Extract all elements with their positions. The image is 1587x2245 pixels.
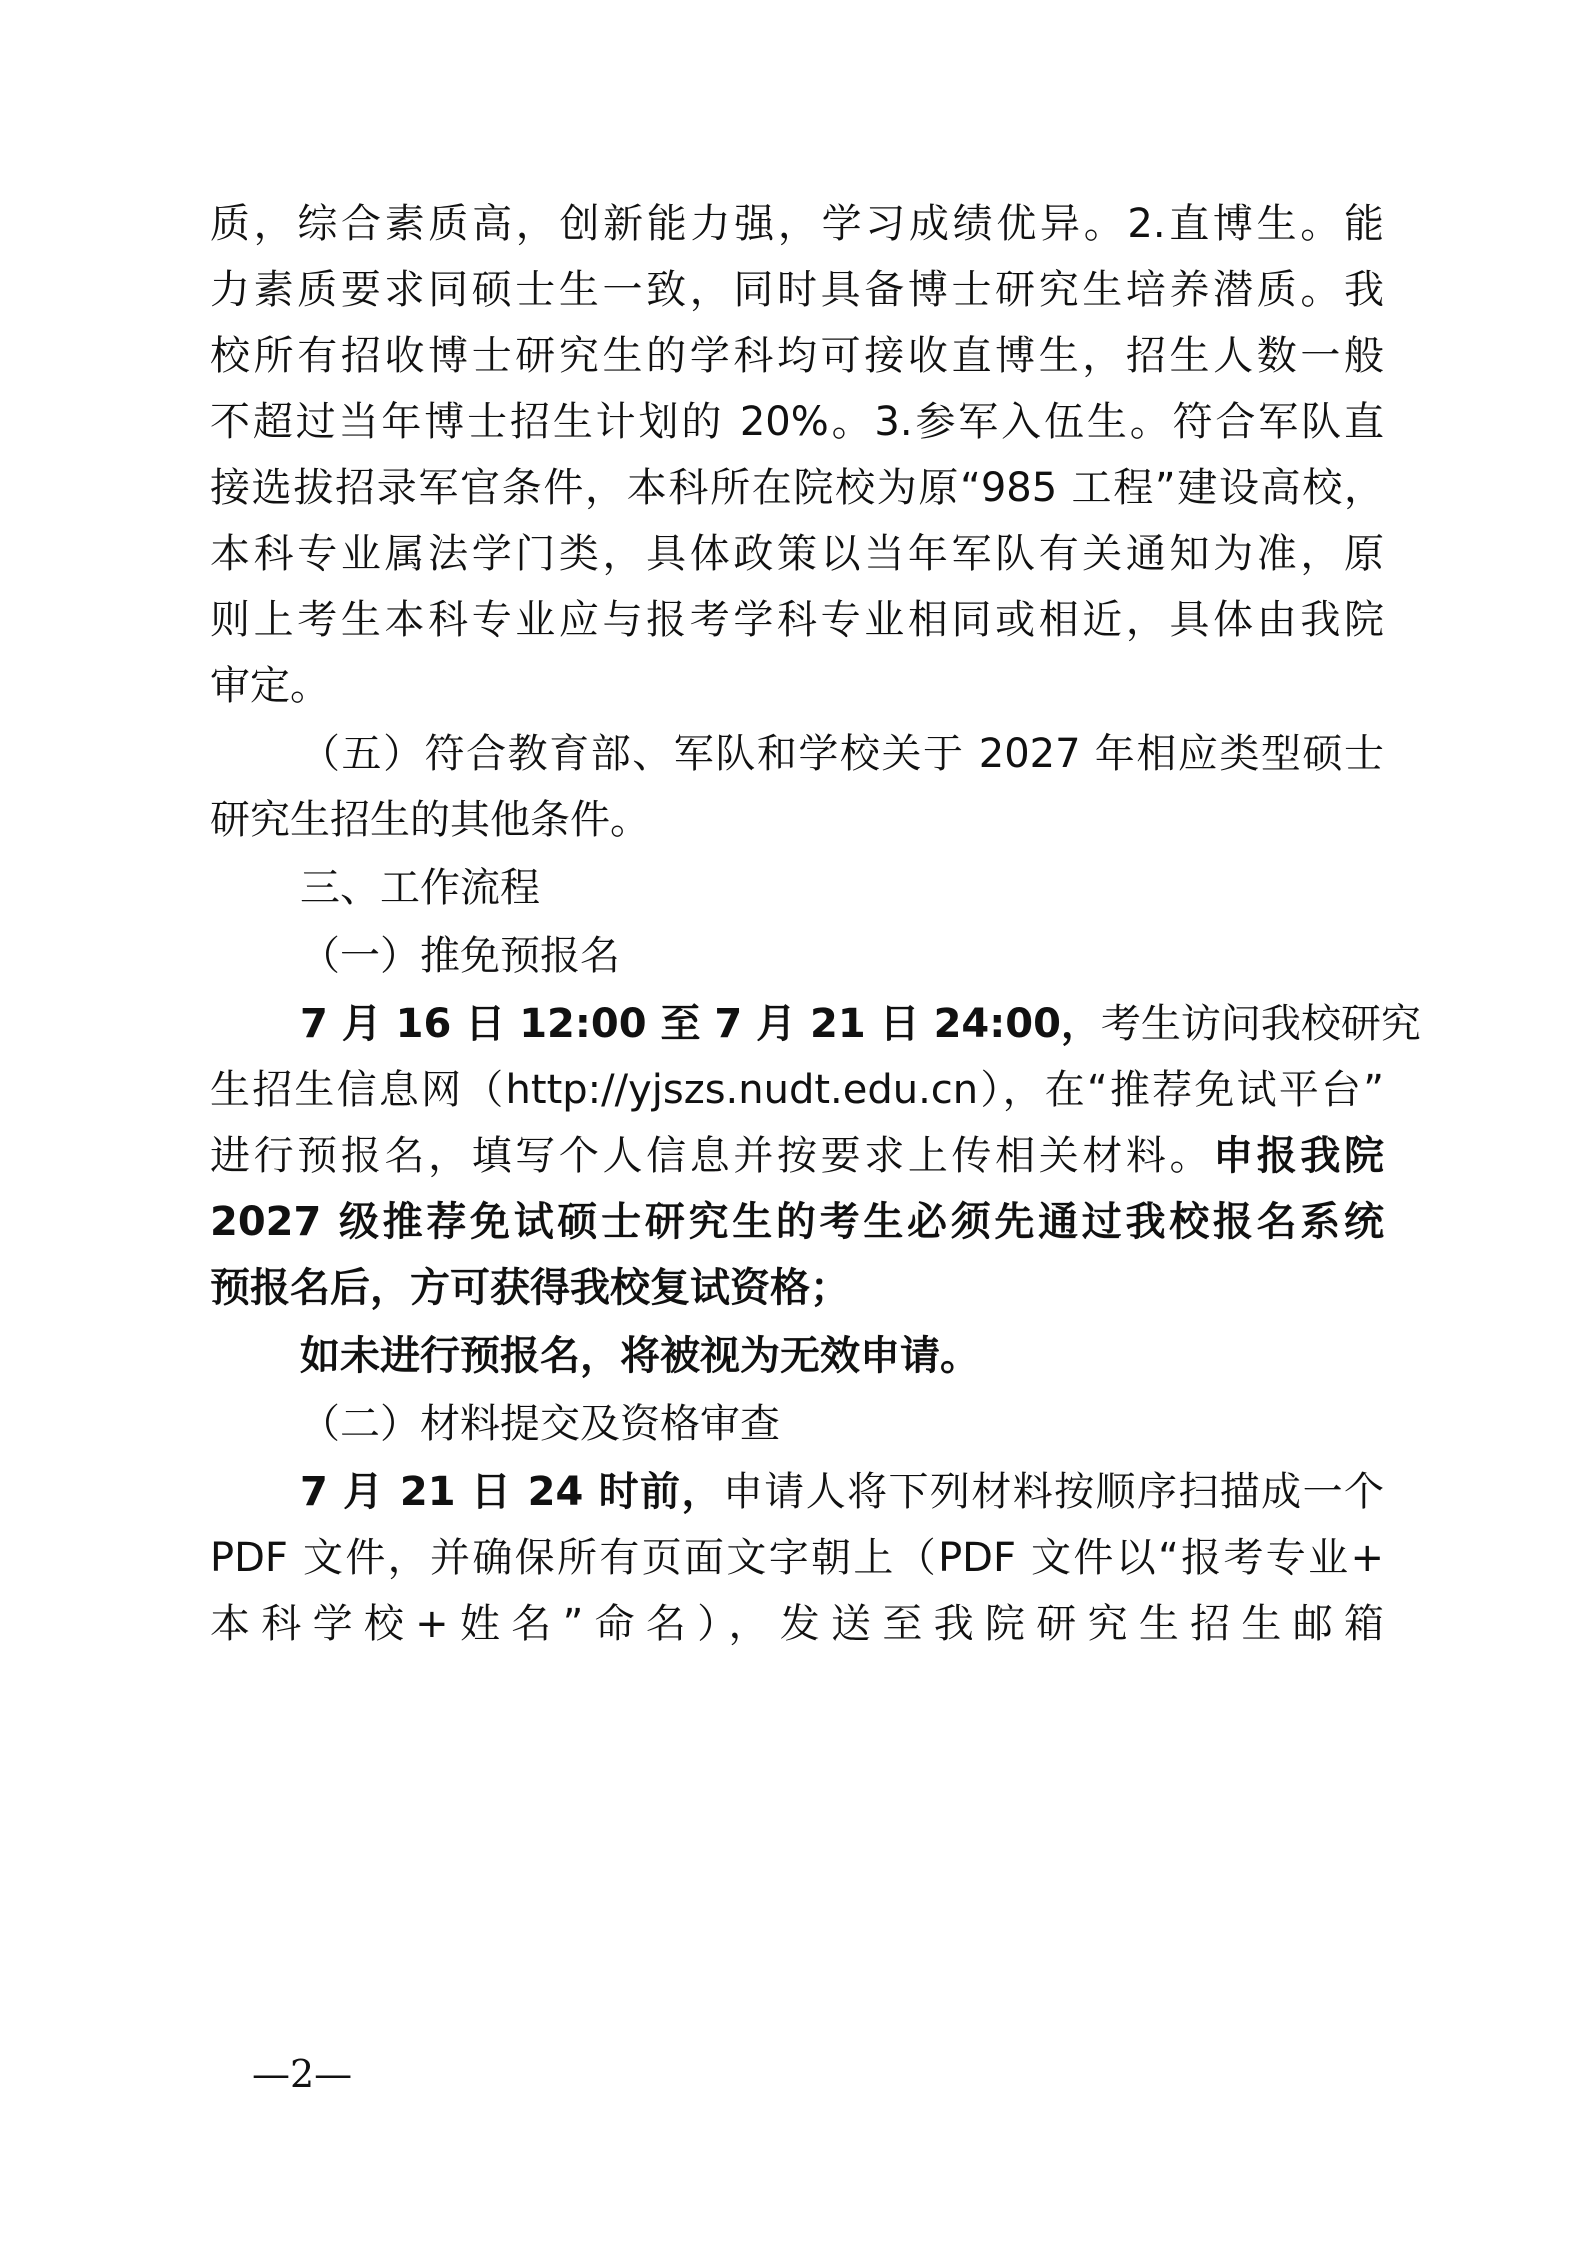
paragraph-line-4: 不超过当年博士招生计划的 20%。3.参军入伍生。符合军队直: [210, 399, 1384, 445]
paragraph-line-5: 接选拔招录军官条件，本科所在院校为原“985 工程”建设高校，: [210, 465, 1384, 511]
preregistration-requirement-line-1: 2027 级推荐免试硕士研究生的考生必须先通过我校报名系统: [210, 1199, 1384, 1245]
preregistration-line-3-bold: 申报我院: [1213, 1133, 1385, 1179]
preregistration-date: 7 月 16 日 12:00 至 7 月 21 日 24:00，: [300, 1001, 1101, 1047]
page-number: —2—: [252, 2052, 353, 2096]
paragraph-line-3: 校所有招收博士研究生的学科均可接收直博生，招生人数一般: [210, 333, 1384, 379]
condition-five-line-2: 研究生招生的其他条件。: [210, 797, 650, 843]
paragraph-line-1: 质，综合素质高，创新能力强，学习成绩优异。2.直博生。能: [210, 201, 1384, 247]
preregistration-warning: 如未进行预报名，将被视为无效申请。: [300, 1333, 980, 1379]
review-deadline: 7 月 21 日 24 时前，: [300, 1469, 723, 1515]
preregistration-requirement-line-2: 预报名后，方可获得我校复试资格；: [210, 1265, 850, 1311]
preregistration-line-3-text: 进行预报名，填写个人信息并按要求上传相关材料。: [210, 1133, 1214, 1179]
subsection-heading-preregistration: （一）推免预报名: [300, 933, 620, 979]
review-line-3: 本科学校+姓名”命名），发送至我院研究生招生邮箱: [210, 1601, 1384, 1647]
review-line-1: [300, 1466, 1384, 1518]
condition-five-line-1: （五）符合教育部、军队和学校关于 2027 年相应类型硕士: [300, 731, 1384, 777]
section-heading-workflow: 三、工作流程: [300, 865, 540, 911]
preregistration-line-3: [210, 1130, 1384, 1182]
paragraph-line-2: 力素质要求同硕士生一致，同时具备博士研究生培养潜质。我: [210, 267, 1384, 313]
preregistration-line-1: [300, 998, 1421, 1050]
paragraph-line-6: 本科专业属法学门类，具体政策以当年军队有关通知为准，原: [210, 531, 1384, 577]
subsection-heading-review: （二）材料提交及资格审查: [300, 1401, 780, 1447]
review-line-2: PDF 文件，并确保所有页面文字朝上（PDF 文件以“报考专业+: [210, 1535, 1384, 1581]
preregistration-line-1-text: 考生访问我校研究: [1100, 1001, 1421, 1047]
paragraph-line-7: 则上考生本科专业应与报考学科专业相同或相近，具体由我院: [210, 597, 1384, 643]
paragraph-line-8: 审定。: [210, 663, 330, 709]
review-line-1-text: 申请人将下列材料按顺序扫描成一个: [722, 1469, 1384, 1515]
preregistration-line-2: 生招生信息网（http://yjszs.nudt.edu.cn），在“推荐免试平台”: [210, 1067, 1384, 1113]
